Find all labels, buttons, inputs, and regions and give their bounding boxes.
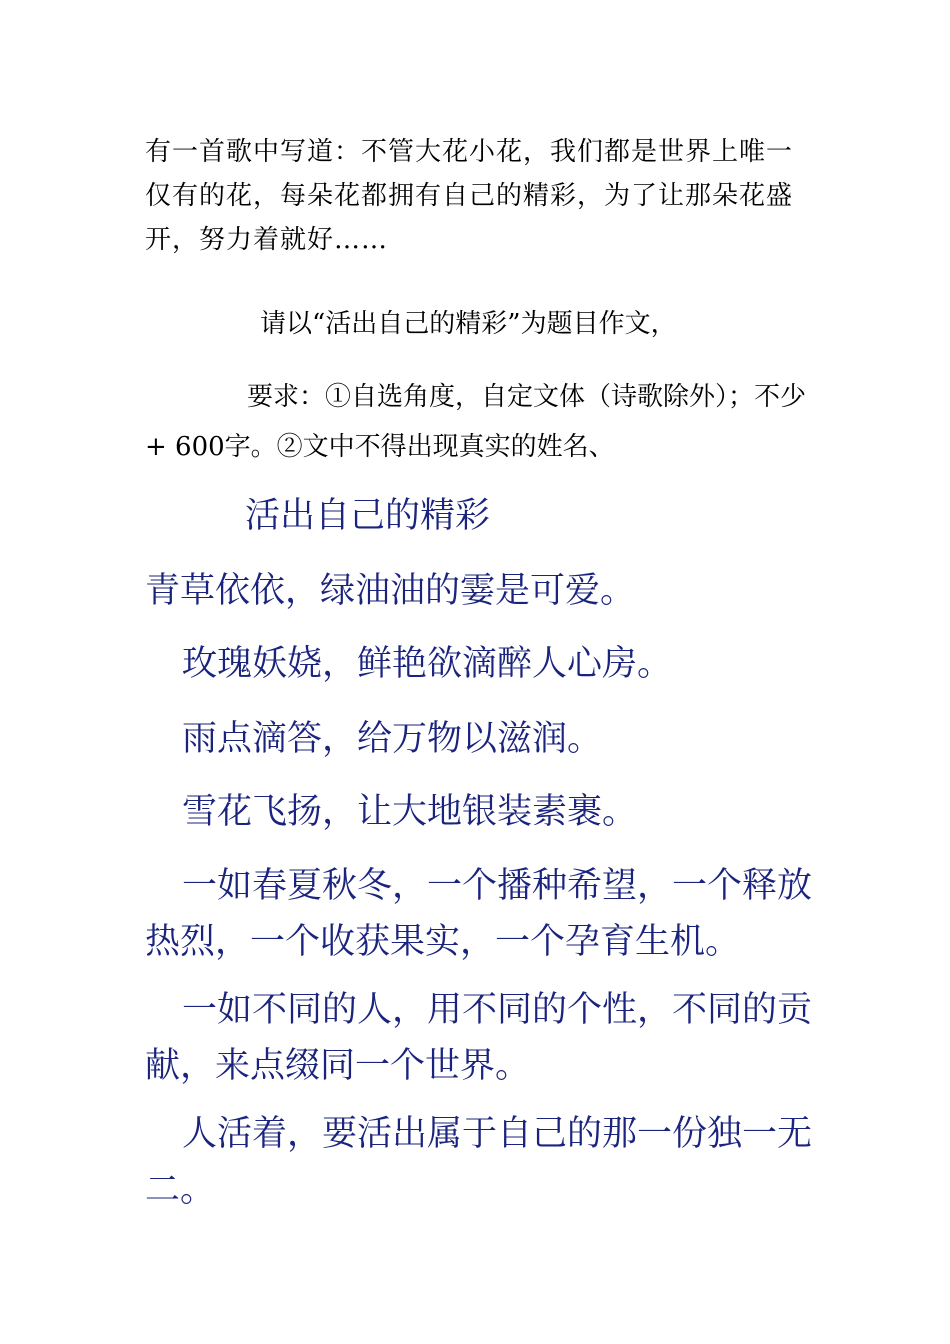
essay-paragraph: 人活着，要活出属于自己的那一份独一无二。 xyxy=(145,1114,813,1210)
prompt-intro: 有一首歌中写道：不管大花小花，我们都是世界上唯一仅有的花，每朵花都拥有自己的精彩，为了让那朵花盛开，努力着就好…… xyxy=(145,137,794,255)
essay-paragraph: 一如春夏秋冬，一个播种希望，一个释放热烈，一个收获果实，一个孕育生机。 xyxy=(145,866,813,962)
prompt-requirements: 要求：①自选角度，自定文体（诗歌除外）；不少+ 600字。②文中不得出现真实的姓名、 xyxy=(145,382,807,462)
prompt-task: 请以“活出自己的精彩”为题目作文， xyxy=(260,309,677,339)
essay-title: 活出自己的精彩 xyxy=(245,496,491,536)
essay-line: 雨点滴答，给万物以滋润。 xyxy=(182,719,603,759)
essay-paragraph: 一如不同的人，用不同的个性，不同的贡献，来点缀同一个世界。 xyxy=(145,990,813,1086)
essay-line: 青草依依，绿油油的霎是可爱。 xyxy=(145,571,636,611)
essay-line: 玫瑰妖娆，鲜艳欲滴醉人心房。 xyxy=(182,644,673,684)
essay-line: 雪花飞扬，让大地银装素裹。 xyxy=(182,792,638,832)
